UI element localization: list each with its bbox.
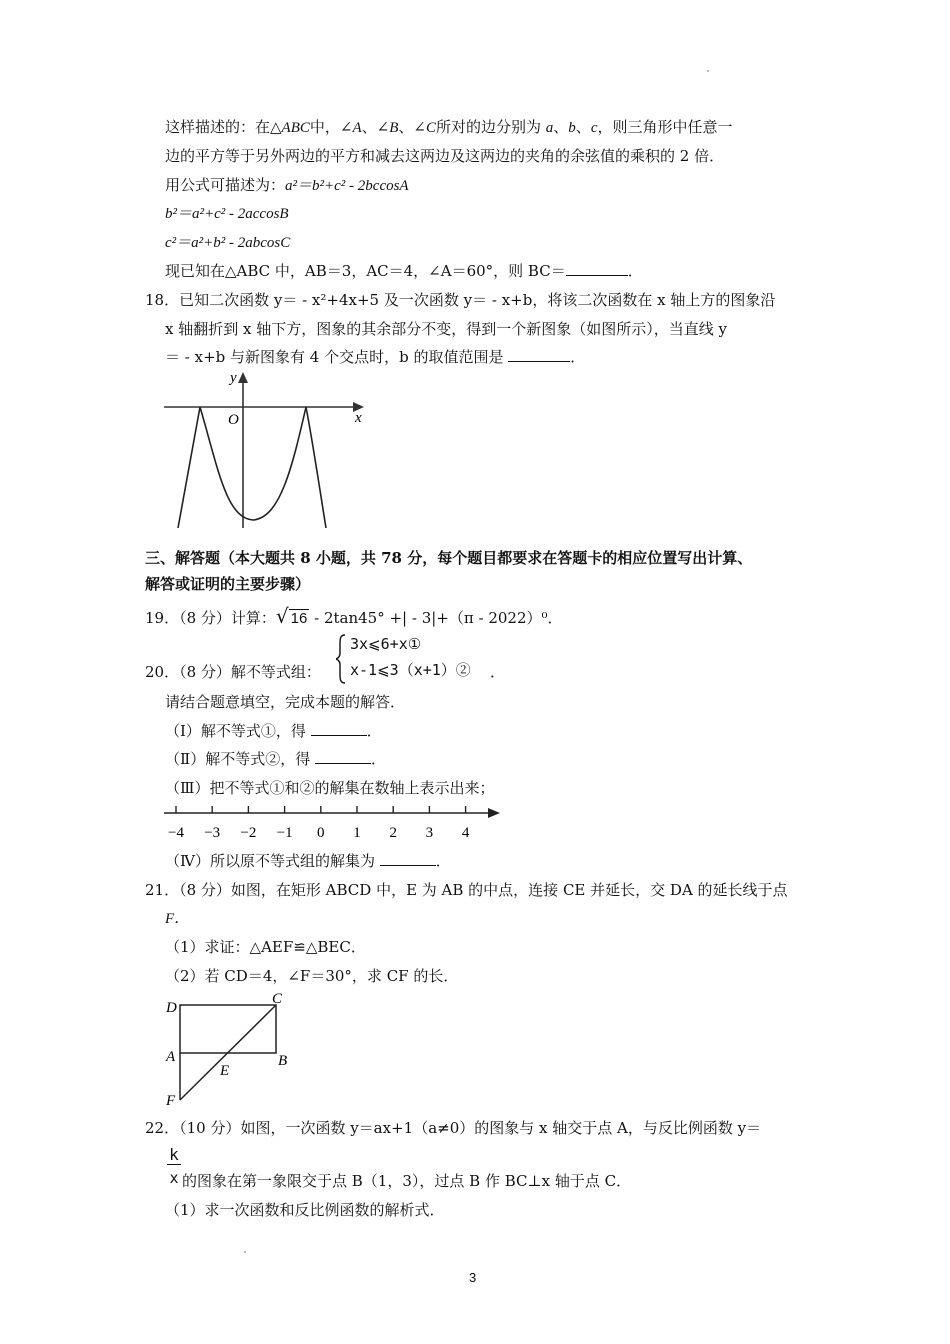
section3-title-line2: 解答或证明的主要步骤） bbox=[145, 575, 311, 593]
label-A: A bbox=[166, 1049, 176, 1065]
number-line-label: 1 bbox=[353, 825, 361, 841]
number-line-label: −3 bbox=[204, 825, 221, 841]
answer-blank bbox=[508, 347, 570, 362]
q18-line3: ＝ - x+b 与新图象有 4 个交点时，b 的取值范围是 ． bbox=[165, 348, 586, 366]
scan-speck bbox=[244, 1251, 246, 1253]
q18-line1: 18．已知二次函数 y＝ - x²+4x+5 及一次函数 y＝ - x+b，将该二次函数在 x 轴上方的图象沿 bbox=[145, 291, 776, 309]
number-line-label: 4 bbox=[461, 825, 470, 841]
q18-line2: x 轴翻折到 x 轴下方，图象的其余部分不变，得到一个新图象（如图所示），当直线 y bbox=[165, 320, 727, 338]
formula-b: b²＝a²+c² - 2accosB bbox=[165, 206, 289, 222]
q22-line2: 的图象在第一象限交于点 B（1，3），过点 B 作 BC⊥x 轴于点 C． bbox=[182, 1172, 632, 1190]
sqrt-symbol: √ bbox=[275, 604, 289, 628]
q20-intro: 请结合题意填空，完成本题的解答． bbox=[165, 693, 406, 711]
number-line bbox=[160, 800, 505, 850]
origin-label: O bbox=[228, 412, 239, 428]
number-line-label: 2 bbox=[389, 825, 397, 841]
y-axis-label: y bbox=[230, 370, 237, 386]
label-B: B bbox=[278, 1053, 288, 1069]
q19: 19．（8 分）计算：√ 16 - 2tan45° +| - 3|+（π - 2022）⁰． bbox=[145, 604, 563, 628]
number-line-label: 0 bbox=[317, 825, 325, 841]
parabola-figure bbox=[160, 368, 370, 537]
number-line-label: −2 bbox=[240, 825, 257, 841]
q22-part1: （1）求一次函数和反比例函数的解析式． bbox=[165, 1201, 445, 1219]
number-line-label: −4 bbox=[168, 825, 184, 841]
section3-title-line1: 三、解答题（本大题共 8 小题，共 78 分，每个题目都要求在答题卡的相应位置写出计算、 bbox=[145, 549, 753, 567]
q20-prefix: 20．（8 分）解不等式组： bbox=[145, 663, 321, 681]
answer-blank bbox=[566, 261, 628, 276]
formula-c: c²＝a²+b² - 2abcosC bbox=[165, 235, 291, 251]
fraction-denominator: x bbox=[169, 1169, 179, 1187]
q21-line1: 21．（8 分）如图，在矩形 ABCD 中，E 为 AB 的中点，连接 CE 并延长，交 DA 的延长线于点 bbox=[145, 881, 788, 899]
q20-step2: （Ⅱ）解不等式②，得 ． bbox=[165, 750, 386, 768]
label-C: C bbox=[272, 991, 283, 1007]
q17-formula-intro: 用公式可描述为：a²＝b²+c² - 2bccosA bbox=[165, 176, 409, 194]
scan-speck bbox=[707, 70, 709, 72]
page-number: 3 bbox=[469, 1270, 477, 1285]
label-D: D bbox=[166, 1000, 177, 1016]
q17-line1: 这样描述的：在△ABC中，∠A、∠B、∠C所对的边分别为 a、b、c，则三角形中任意一 bbox=[165, 118, 733, 136]
label-E: E bbox=[220, 1063, 230, 1079]
q21-part2: （2）若 CD＝4，∠F＝30°，求 CF 的长． bbox=[165, 967, 459, 985]
answer-blank bbox=[315, 749, 371, 764]
number-line-label: 3 bbox=[425, 825, 434, 841]
q17-line2: 边的平方等于另外两边的平方和减去这两边及这两边的夹角的余弦值的乘积的 2 倍． bbox=[165, 147, 725, 165]
formula-a: a²＝b²+c² - 2bccosA bbox=[285, 178, 409, 194]
q21-line2: F． bbox=[165, 911, 190, 927]
rectangle-figure bbox=[160, 990, 300, 1114]
q20-step4: （Ⅳ）所以原不等式组的解集为 ． bbox=[165, 852, 451, 870]
number-line-label: −1 bbox=[276, 825, 293, 841]
x-axis-label: x bbox=[355, 410, 362, 426]
q17-question: 现已知在△ABC 中，AB＝3，AC＝4，∠A＝60°，则 BC＝ ． bbox=[165, 262, 643, 280]
label-F: F bbox=[166, 1093, 176, 1109]
q20-period: ． bbox=[490, 663, 506, 681]
q20-step1: （Ⅰ）解不等式①，得 ． bbox=[165, 722, 382, 740]
q20-step3: （Ⅲ）把不等式①和②的解集在数轴上表示出来； bbox=[165, 779, 495, 797]
inequality-1: 3x⩽6+x① bbox=[350, 635, 422, 653]
q21-part1: （1）求证：△AEF≌△BEC． bbox=[165, 938, 366, 956]
inequality-2: x-1⩽3（x+1）② bbox=[350, 661, 471, 679]
fraction-numerator: k bbox=[167, 1146, 181, 1165]
q22-line1: 22．（10 分）如图，一次函数 y＝ax+1（a≠0）的图象与 x 轴交于点 A，与反比例函数 y＝ bbox=[145, 1119, 762, 1137]
sqrt-radicand: 16 bbox=[290, 610, 308, 627]
answer-blank bbox=[311, 721, 367, 736]
answer-blank bbox=[380, 851, 436, 866]
